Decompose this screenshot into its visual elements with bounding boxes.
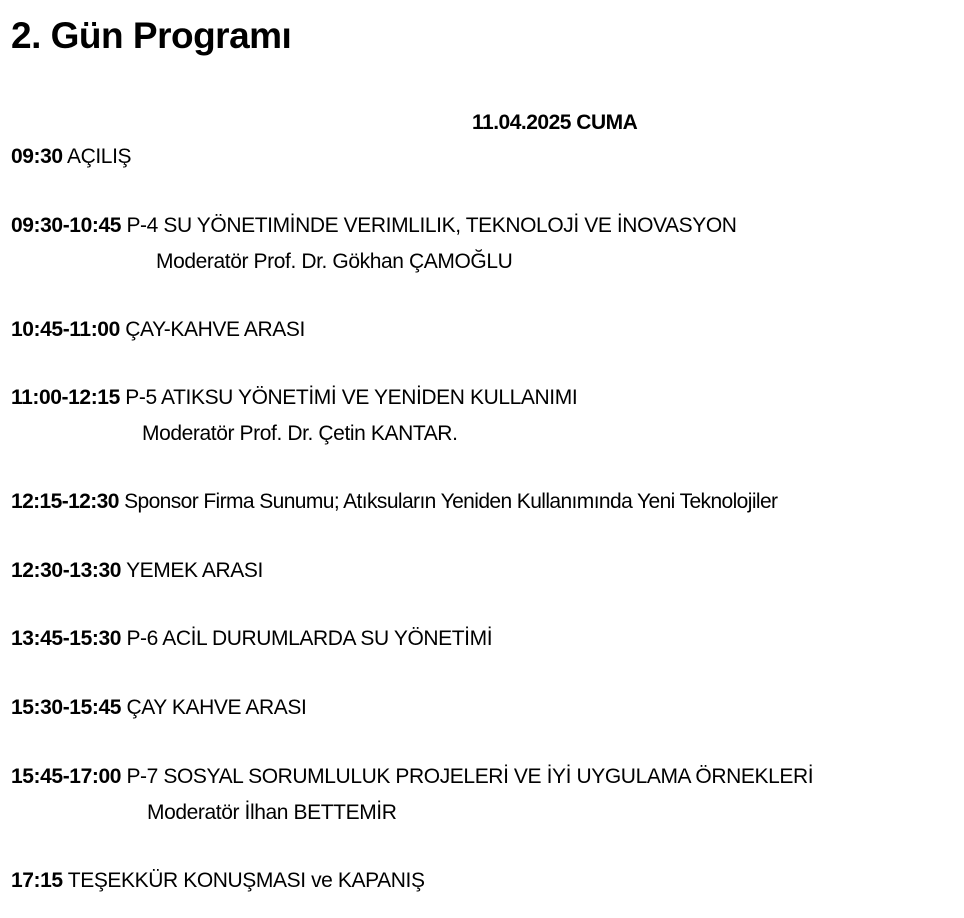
- program-item-time: 15:45-17:00: [11, 765, 122, 788]
- program-item-time: 09:30: [11, 145, 63, 168]
- program-item-title: TEŞEKKÜR KONUŞMASI ve KAPANIŞ: [67, 869, 425, 892]
- page-title: 2. Gün Programı: [11, 15, 292, 56]
- program-item: [11, 316, 961, 344]
- program-item: [11, 384, 961, 448]
- program-item-title: P-4 SU YÖNETIMİNDE VERIMLILIK, TEKNOLOJİ VE İNOVASYON: [126, 214, 737, 237]
- program-item: [11, 212, 961, 276]
- program-item: [11, 557, 961, 585]
- program-item-time: 17:15: [11, 869, 63, 892]
- program-item: [11, 625, 961, 653]
- program-item-time: 09:30-10:45: [11, 214, 122, 237]
- program-date: 11.04.2025 CUMA: [472, 111, 638, 134]
- program-item-moderator: Moderatör Prof. Dr. Çetin KANTAR.: [142, 422, 458, 445]
- program-item-moderator: Moderatör İlhan BETTEMİR: [147, 801, 397, 824]
- program-item-moderator: Moderatör Prof. Dr. Gökhan ÇAMOĞLU: [156, 250, 513, 273]
- program-item: [11, 867, 961, 895]
- program-item-title: YEMEK ARASI: [126, 559, 263, 582]
- program-item: [11, 694, 961, 722]
- program-item-time: 12:15-12:30: [11, 490, 119, 513]
- program-item: [11, 763, 961, 827]
- program-item-title: P-5 ATIKSU YÖNETİMİ VE YENİDEN KULLANIMI: [125, 386, 578, 409]
- program-item-title: AÇILIŞ: [67, 145, 132, 168]
- program-item-title: ÇAY KAHVE ARASI: [126, 696, 307, 719]
- program-item-time: 15:30-15:45: [11, 696, 122, 719]
- program-item-title: P-7 SOSYAL SORUMLULUK PROJELERİ VE İYİ UYGULAMA ÖRNEKLERİ: [126, 765, 814, 788]
- program-item-time: 13:45-15:30: [11, 627, 122, 650]
- program-item-time: 10:45-11:00: [11, 318, 120, 341]
- program-item-title: P-6 ACİL DURUMLARDA SU YÖNETİMİ: [126, 627, 493, 650]
- program-item-time: 11:00-12:15: [11, 386, 120, 409]
- program-item: [11, 143, 961, 171]
- program-item: [11, 488, 961, 516]
- program-item-time: 12:30-13:30: [11, 559, 122, 582]
- program-item-title: Sponsor Firma Sunumu; Atıksuların Yeniden Kullanımında Yeni Teknolojiler: [124, 490, 778, 513]
- program-item-title: ÇAY-KAHVE ARASI: [125, 318, 305, 341]
